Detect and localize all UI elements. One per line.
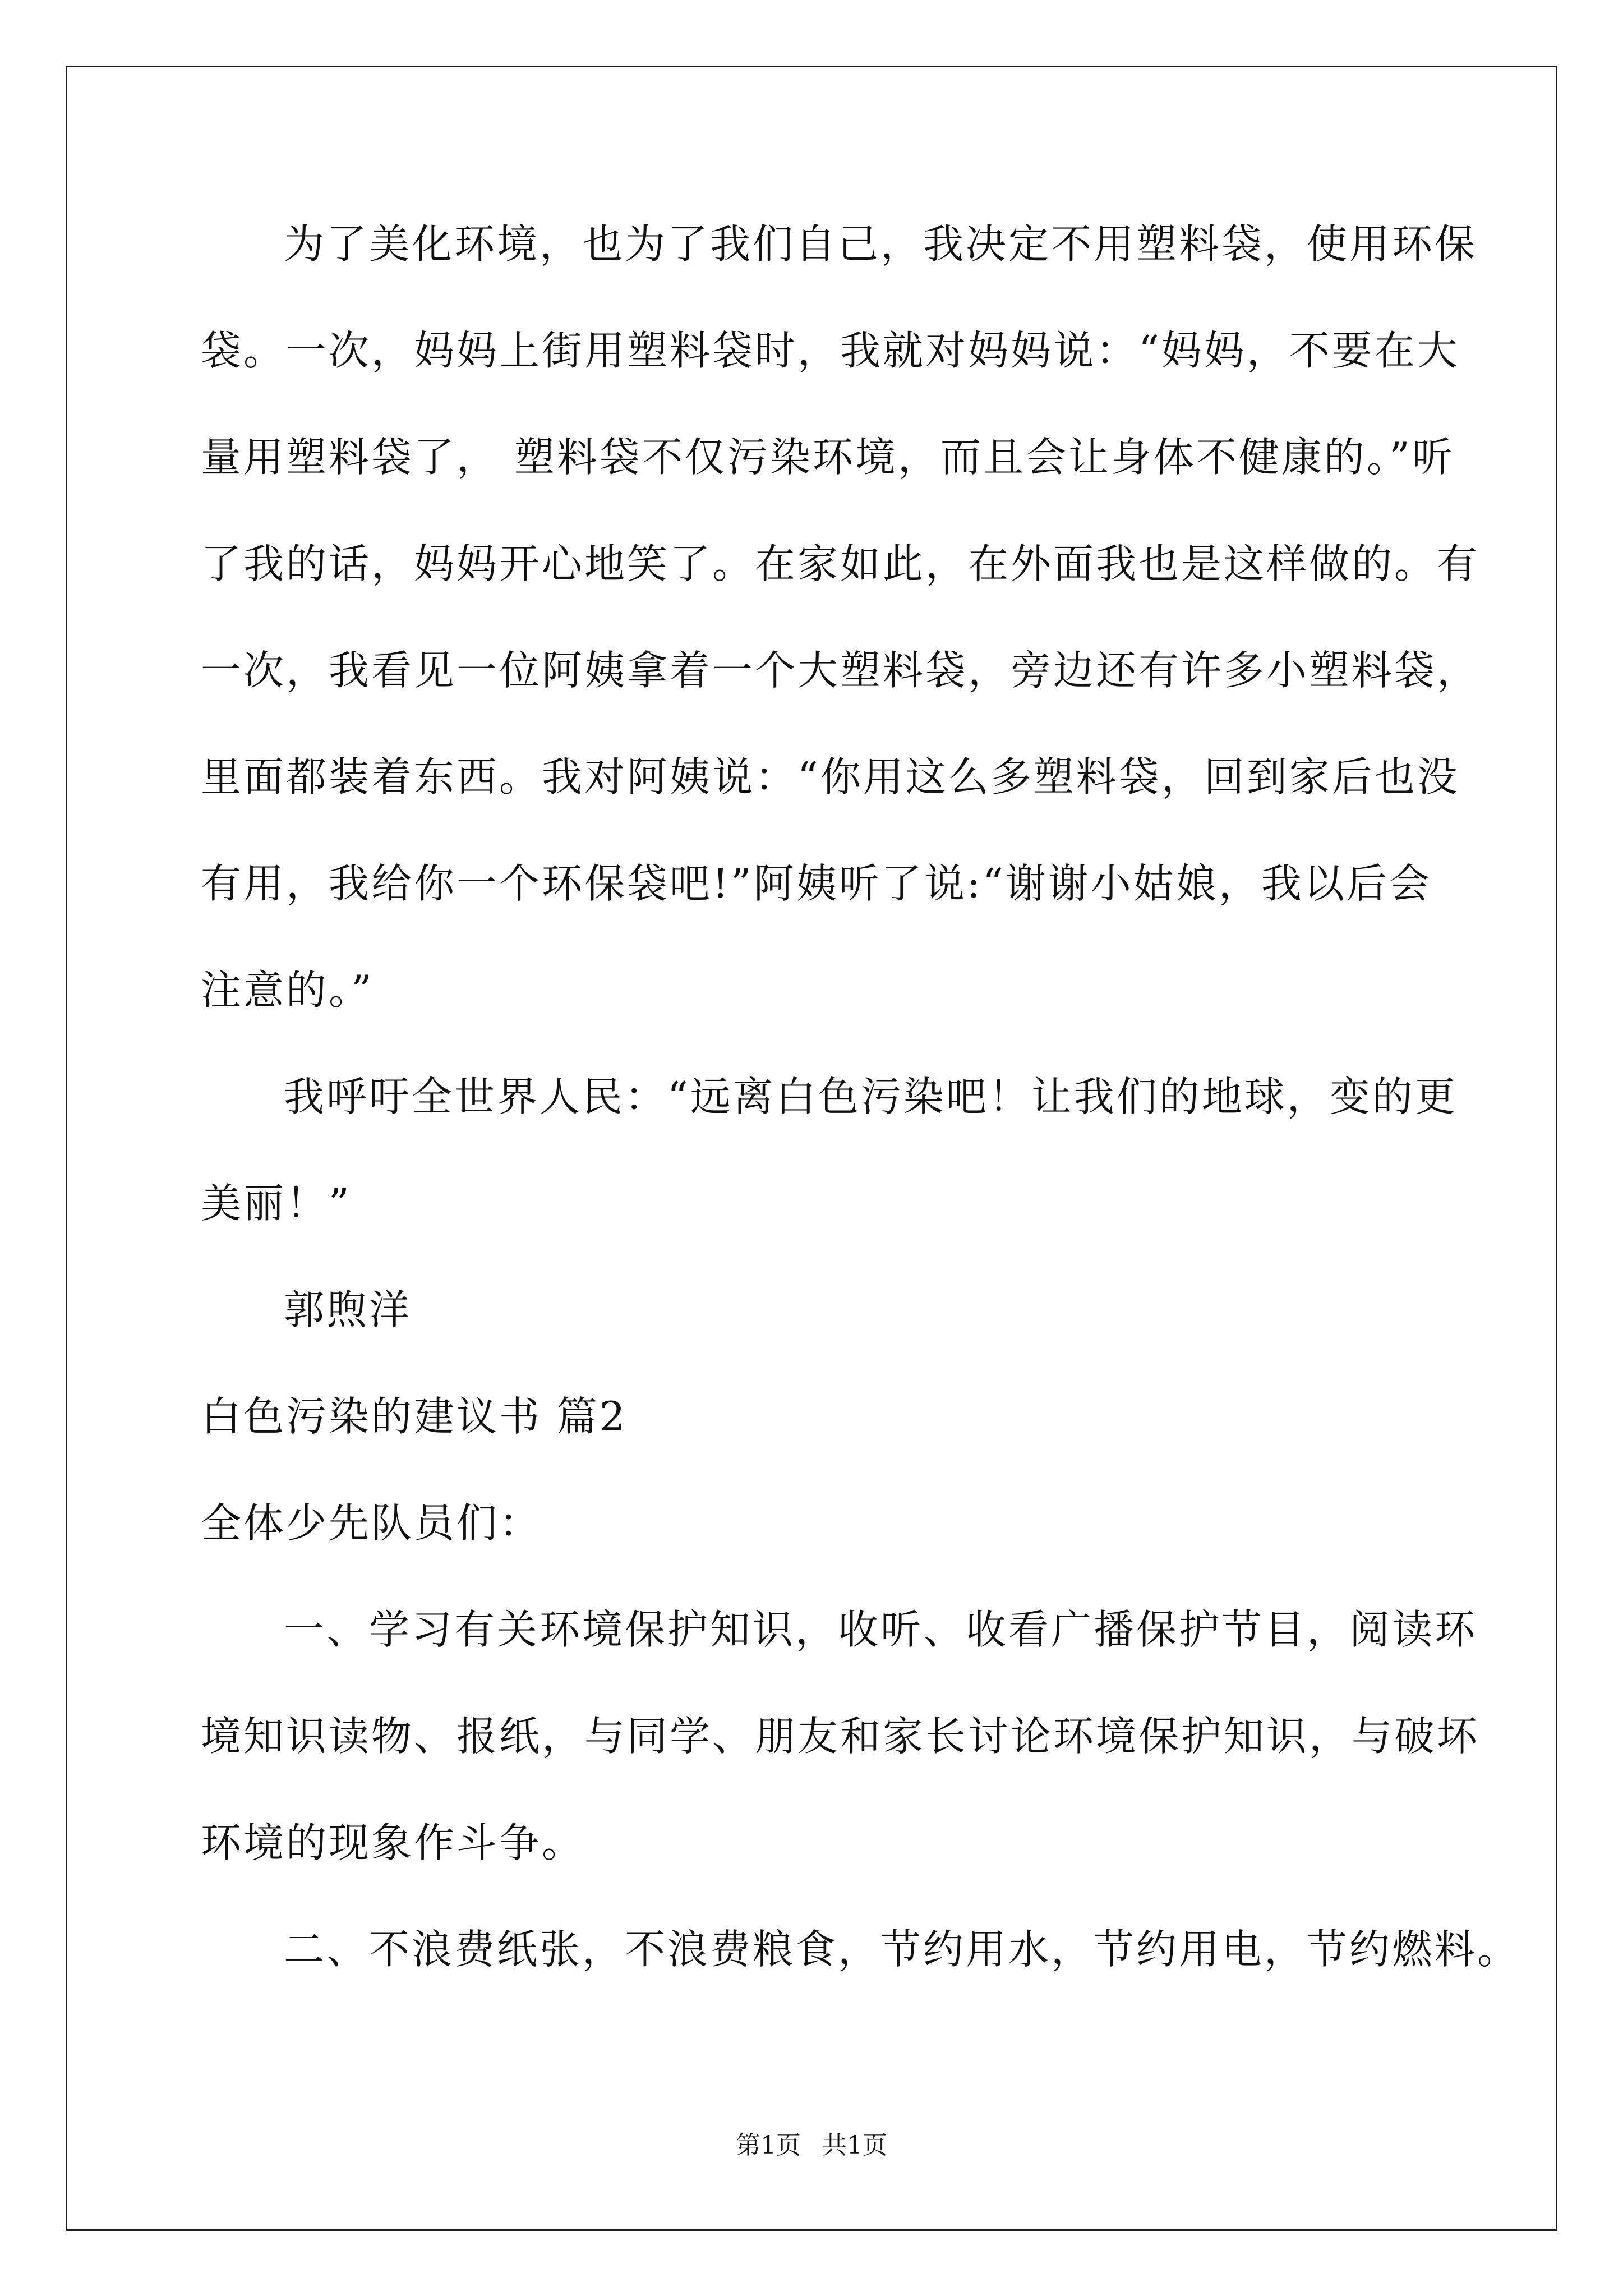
item-1-line-2: 境知识读物、报纸，与同学、朋友和家长讨论环境保护知识，与破坏 [201,1713,1480,1760]
paragraph-1-line-1: 为了美化环境，也为了我们自己，我决定不用塑料袋，使用环保 [284,220,1478,268]
paragraph-1-line-2: 袋。一次，妈妈上街用塑料袋时，我就对妈妈说：“妈妈，不要在大 [201,327,1460,374]
section-heading: 白色污染的建议书 篇2 [201,1393,628,1440]
page-border [66,66,1557,2231]
paragraph-1-line-4: 了我的话，妈妈开心地笑了。在家如此，在外面我也是这样做的。有 [201,540,1480,587]
item-2-line-1: 二、不浪费纸张，不浪费粮食，节约用水，节约用电，节约燃料。 [284,1926,1520,1973]
paragraph-1-line-8: 注意的。” [201,967,374,1014]
paragraph-2-line-1: 我呼吁全世界人民：“远离白色污染吧！让我们的地球，变的更 [284,1073,1458,1120]
paragraph-1-line-6: 里面都装着东西。我对阿姨说：“你用这么多塑料袋，回到家后也没 [201,753,1460,800]
paragraph-1-line-3: 量用塑料袋了， 塑料袋不仅污染环境，而且会让身体不健康的。”听 [201,434,1455,481]
paragraph-1-line-5: 一次，我看见一位阿姨拿着一个大塑料袋，旁边还有许多小塑料袋， [201,647,1480,694]
paragraph-1-line-7: 有用，我给你一个环保袋吧!”阿姨听了说:“谢谢小姑娘，我以后会 [201,860,1432,907]
item-1-line-3: 环境的现象作斗争。 [201,1819,585,1866]
item-1-line-1: 一、学习有关环境保护知识，收听、收看广播保护节目，阅读环 [284,1606,1478,1653]
paragraph-2-line-2: 美丽！” [201,1180,352,1227]
page-total: 共1页 [822,2131,887,2160]
page-number: 第1页 [736,2131,801,2160]
page-footer [0,2129,1623,2162]
author-signature: 郭煦洋 [284,1286,412,1333]
salutation: 全体少先队员们： [201,1499,542,1547]
